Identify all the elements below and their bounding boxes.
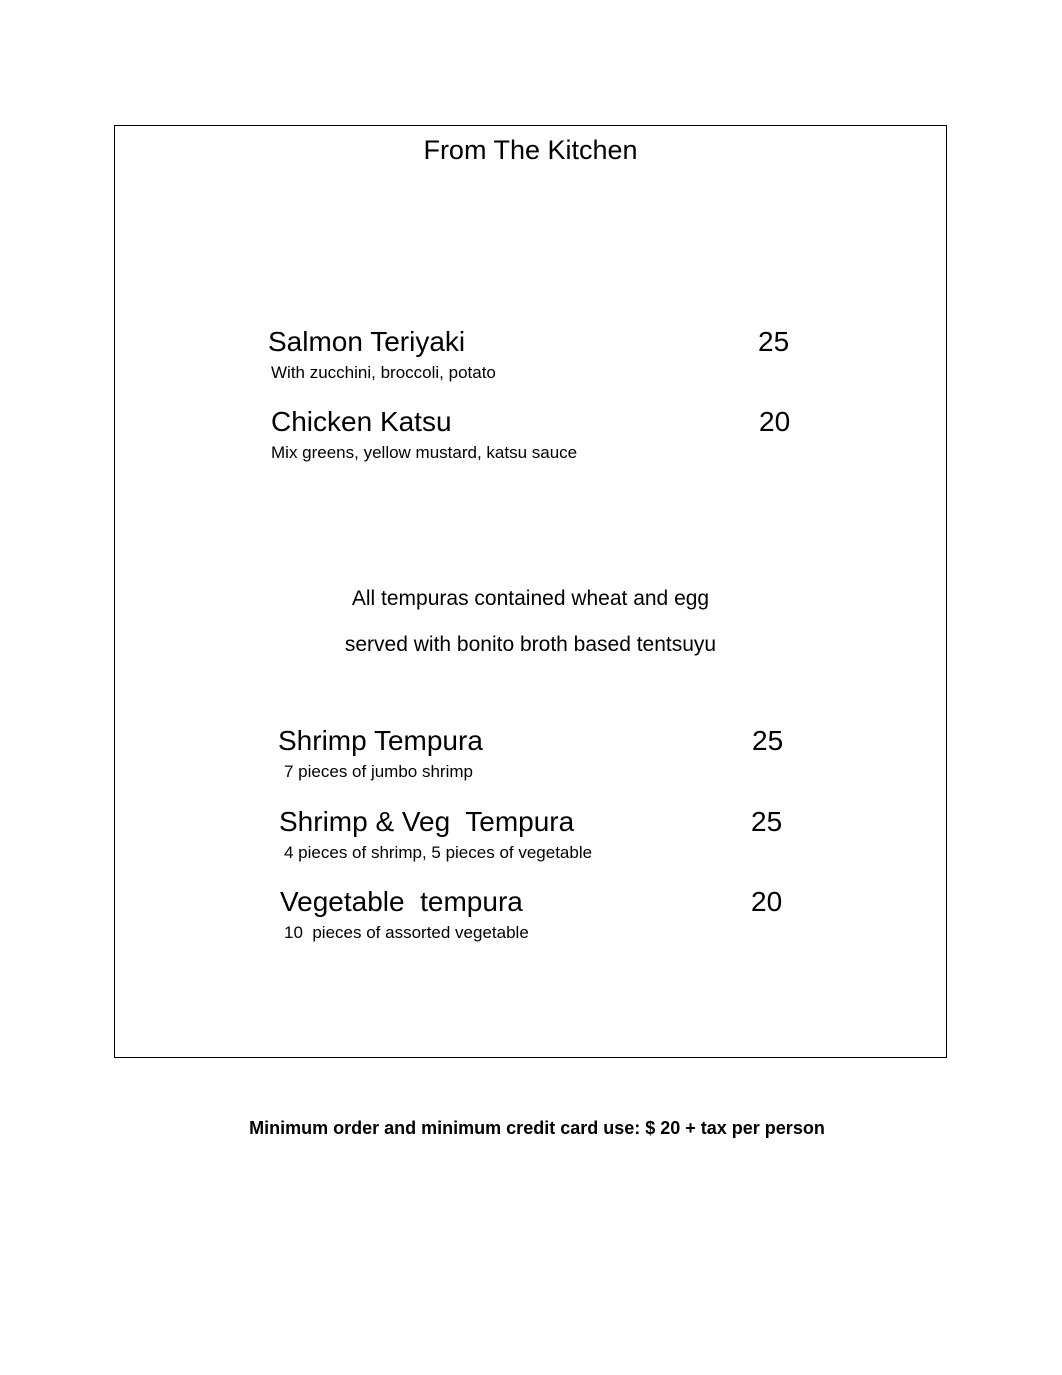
item-name: Chicken Katsu <box>271 406 452 437</box>
tempura-note-line-1: All tempuras contained wheat and egg <box>351 587 710 610</box>
item-name: Shrimp & Veg Tempura <box>279 806 575 837</box>
item-price: 25 <box>758 326 790 357</box>
item-price: 20 <box>759 406 791 437</box>
menu-box <box>114 125 947 1058</box>
menu-title: From The Kitchen <box>423 135 638 165</box>
item-description: 4 pieces of shrimp, 5 pieces of vegetable <box>284 843 593 862</box>
item-price: 25 <box>751 806 783 837</box>
item-description: 7 pieces of jumbo shrimp <box>284 762 473 781</box>
item-price: 20 <box>751 886 783 917</box>
tempura-note-line-2: served with bonito broth based tentsuyu <box>344 633 717 656</box>
item-description: With zucchini, broccoli, potato <box>271 363 496 382</box>
item-name: Shrimp Tempura <box>278 725 483 756</box>
item-description: 10 pieces of assorted vegetable <box>284 923 529 942</box>
item-description: Mix greens, yellow mustard, katsu sauce <box>271 443 578 462</box>
minimum-order-note: Minimum order and minimum credit card use: $ 20 + tax per person <box>249 1118 825 1138</box>
item-price: 25 <box>752 725 784 756</box>
item-name: Salmon Teriyaki <box>268 326 466 357</box>
item-name: Vegetable tempura <box>280 886 523 917</box>
